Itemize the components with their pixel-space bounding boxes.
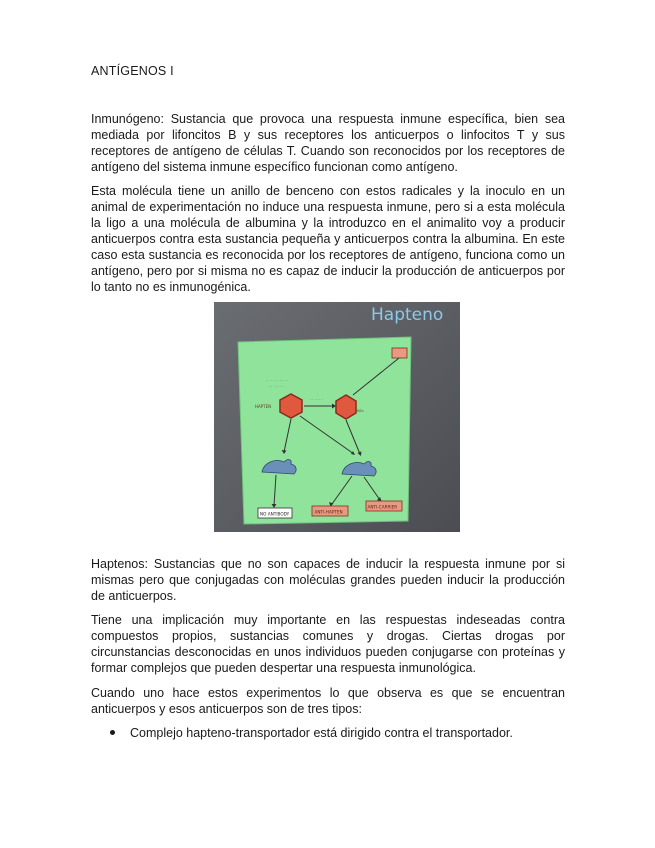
carrier-box [392, 348, 407, 358]
hapten-ring-right [336, 395, 356, 419]
bullet-icon [110, 730, 115, 735]
label-no-antibody: NO ANTIBODY [260, 511, 290, 517]
paragraph-experimentos: Cuando uno hace estos experimentos lo que observa es que se encuentran anticuerpos y esos anticuerpos son de tres tipos: [91, 686, 565, 716]
paragraph-haptenos: Haptenos: Sustancias que no son capaces de inducir la respuesta inmune por si mismas pero que conjugadas con moléculas grandes pueden inducir la producción de anticuerpos. [91, 557, 565, 603]
list-item [108, 725, 568, 741]
paragraph-inmunogeno: Inmunógeno: Sustancia que provoca una respuesta inmune específica, bien sea mediada por lifoncitos B y sus receptores los anticuerpos o linfocitos T y sus receptores de antígeno de células T. Cuando son reconocidos por los receptores de antígeno del sistema inmune específico funcionan como antígeno. [91, 112, 565, 174]
label-hapten: HAPTEN [255, 404, 272, 409]
label-anti-hapten: ANTI-HAPTEN [314, 509, 343, 515]
hapteno-diagram [214, 302, 460, 532]
slide-panel [238, 337, 411, 524]
paragraph-implicacion: Tiene una implicación muy importante en las respuestas indeseadas contra compuestos propios, sustancias comunes y drogas. Ciertas drogas por circunstancias desconocidas en unos individuos pueden conjugarse con proteínas y formar complejos que pueden despertar una respuesta inmunológica. [91, 613, 565, 675]
antibody-types-list [108, 725, 568, 741]
hapten-ring-left [280, 394, 302, 418]
list-item-text: Complejo hapteno-transportador está dirigido contra el transportador. [130, 726, 513, 740]
figure-heading: Hapteno [371, 305, 444, 325]
label-anti-carrier: ANTI-CARRIER [367, 504, 398, 510]
hapteno-figure [214, 302, 460, 532]
arrow-annotation: · · · · · · [310, 398, 323, 402]
page-title: ANTÍGENOS I [91, 64, 174, 78]
label-carrier: NO₂ [357, 409, 364, 413]
annotation-lines: · · · · · · · · · · [266, 379, 288, 383]
annotation-lines-2: · · · · · · · [269, 385, 284, 389]
paragraph-molecula: Esta molécula tiene un anillo de benceno con estos radicales y la inoculo en un animal de experimentación no induce una respuesta inmune, pero si a esta molécula la ligo a una molécula de albumina y la introduzco en el animalito voy a producir anticuerpos contra esta sustancia pequeña y anticuerpos contra la albumina. En este caso esta sustancia es reconocida por los receptores de antígeno, funciona como un antígeno, pero por si misma no es capaz de inducir la producción de anticuerpos por lo tanto no es inmunogénica. [91, 184, 565, 294]
